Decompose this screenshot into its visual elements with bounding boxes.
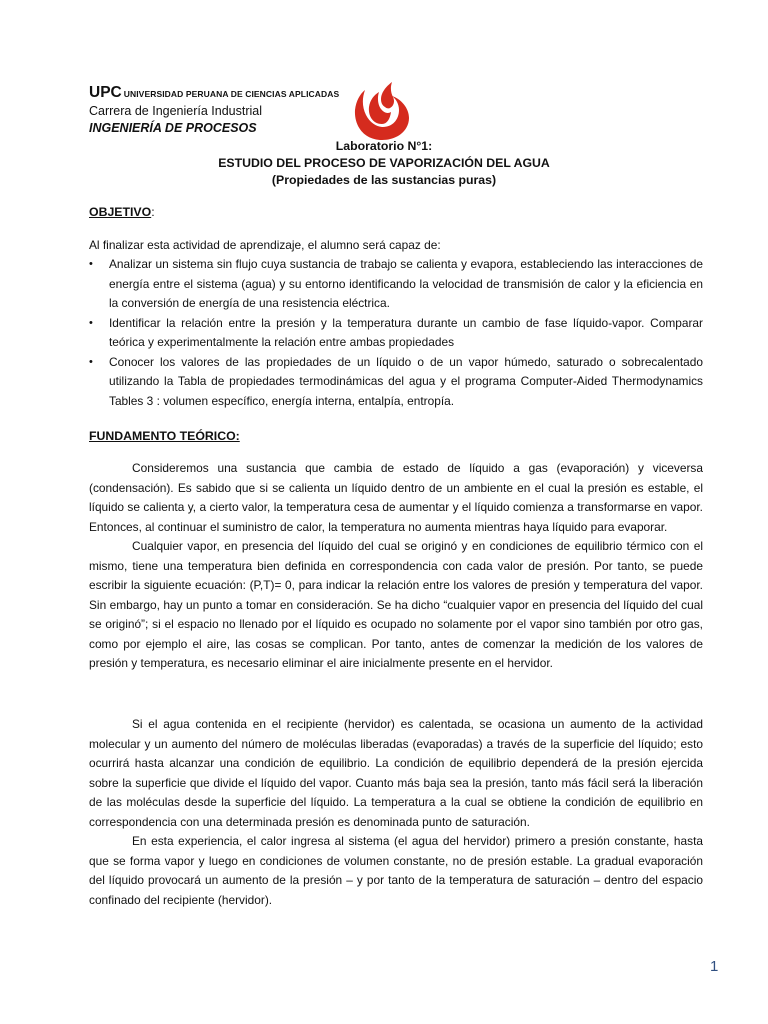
objetivo-colon: : [151,205,155,219]
fundamento-heading: FUNDAMENTO TEÓRICO: [89,429,240,443]
objetivo-intro: Al finalizar esta actividad de aprendizaje, el alumno será capaz de: [89,238,441,252]
career-name: Carrera de Ingeniería Industrial [89,104,263,118]
course-name: INGENIERÍA DE PROCESOS [89,121,257,135]
paragraph: Consideremos una sustancia que cambia de estado de líquido a gas (evaporación) y viceversa (condensación). Es sabido que si se calienta un líquido dentro de un ambiente en el cual la presión es estable, el líquido se calienta y, a cierto valor, la temperatura cesa de aumentar y el líquido comienza a transformarse en vapor. Entonces, al continuar el suministro de calor, la temperatura no aumenta mientras haya líquido para evaporar. [89,461,703,534]
objetivo-heading: OBJETIVO [89,205,152,219]
upc-acronym: UPC [89,84,122,101]
paragraph: Cualquier vapor, en presencia del líquido del cual se originó y en condiciones de equilibrio térmico con el mismo, tiene una temperatura bien definida en correspondencia con cada valor de presión. Por tanto, se puede escribir la siguiente ecuación: (P,T)= 0, para indicar la relación entre los valores de presión y temperatura del vapor. Sin embargo, hay un punto a tomar en consideración. Se ha dicho “cualquier vapor en presencia del líquido del cual se originó”; si el espacio no llenado por el líquido es ocupado no solamente por el vapor sino también por otro gas, como por ejemplo el aire, las cosas se complican. Por tanto, antes de comenzar la medición de los valores de presión y temperatura, es necesario eliminar el aire inicialmente presente en el hervidor. [89,539,703,670]
objetivo-heading-line [89,205,155,219]
upc-flame-logo-icon [352,80,412,142]
lab-subtitle: (Propiedades de las sustancias puras) [271,173,497,187]
header-university-line [89,84,339,102]
objetivo-bullet: • Conocer los valores de las propiedades de un líquido o de un vapor húmedo, saturado o sobrecalentado utilizando la Tabla de propiedades termodinámicas del agua y el programa Computer-Aided Thermodynamics Tables 3 : volumen específico, energía interna, entalpía, entropía. [89,353,703,412]
fundamento-block-1 [89,459,703,674]
page-number: 1 [710,958,719,975]
paragraph: En esta experiencia, el calor ingresa al sistema (el agua del hervidor) primero a presión constante, hasta que se forma vapor y luego en condiciones de volumen constante, no de presión estable. La gradual evaporación del líquido provocará un aumento de la presión – y por tanto de la temperatura de saturación – dentro del espacio confinado del recipiente (hervidor). [89,834,703,907]
objetivo-bullet: • Identificar la relación entre la presión y la temperatura durante un cambio de fase líquido-vapor. Comparar teórica y experimentalmente la relación entre ambas propiedades [89,314,703,353]
objetivo-bullet: • Analizar un sistema sin flujo cuya sustancia de trabajo se calienta y evapora, estableciendo las interacciones de energía entre el sistema (agua) y su entorno identificando la velocidad de transmisión de calor y la eficiencia en la conversión de energía de una resistencia eléctrica. [89,255,703,314]
fundamento-block-2 [89,715,703,910]
paragraph: Si el agua contenida en el recipiente (hervidor) es calentada, se ocasiona un aumento de la actividad molecular y un aumento del número de moléculas liberadas (evaporadas) a través de la superficie del líquido; esto ocurrirá hasta alcanzar una condición de equilibrio. La condición de equilibrio dependerá de la presión ejercida sobre la superficie que divide el líquido del vapor. Cuanto más baja sea la presión, tanto más fácil será la liberación de las moléculas desde la superficie del líquido. La temperatura a la cual se obtiene la condición de equilibrio en correspondencia con una determinada presión es denominada punto de saturación. [89,717,703,829]
lab-number: Laboratorio N°1: [335,139,433,153]
university-name: UNIVERSIDAD PERUANA DE CIENCIAS APLICADAS [123,89,340,99]
objetivo-list [89,255,703,411]
lab-title: ESTUDIO DEL PROCESO DE VAPORIZACIÓN DEL AGUA [218,156,550,170]
